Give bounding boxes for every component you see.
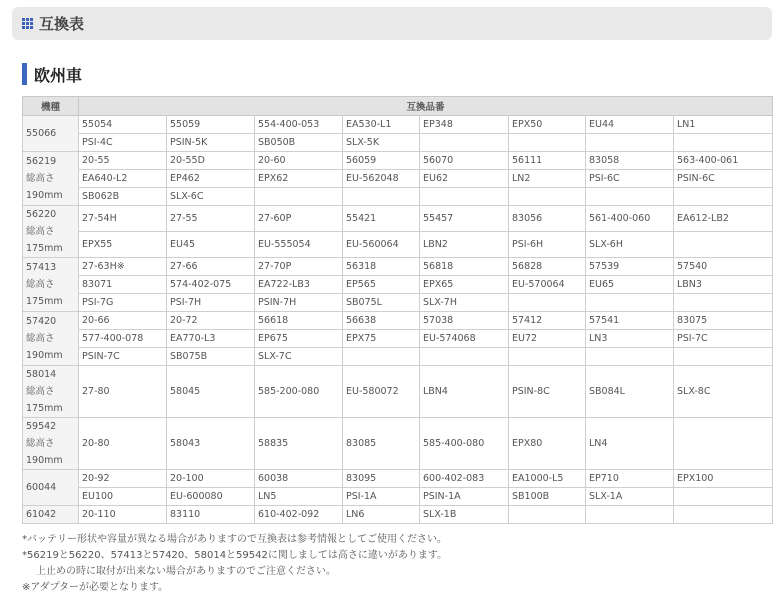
part-number-cell: EA770-L3 [167,330,255,348]
part-number-cell: 56638 [343,312,420,330]
part-number-cell: 574-402-075 [167,276,255,294]
part-number-cell: 56111 [509,152,586,170]
table-row [23,488,773,506]
part-number-cell [509,188,586,206]
table-row [23,232,773,258]
note-line: ※アダプターが必要となります。 [22,582,169,593]
part-number-cell: 83071 [79,276,167,294]
table-row [23,418,773,470]
model-label: 60044 [26,482,57,493]
part-number-cell: EPX65 [420,276,509,294]
part-number-cell: 27-80 [79,366,167,418]
model-label: 56220 [26,209,57,220]
part-number-cell: SLX-7C [255,348,343,366]
part-number-cell: 27-70P [255,258,343,276]
model-label: 190mm [26,455,63,466]
page-title: 互換表 [39,15,85,33]
part-number-cell: 60038 [255,470,343,488]
part-number-cell: EU-600080 [167,488,255,506]
part-number-cell [674,232,773,258]
part-number-cell: 27-63H※ [79,258,167,276]
part-number-cell: LBN2 [420,232,509,258]
part-number-cell: SLX-1A [586,488,674,506]
part-number-cell [586,188,674,206]
model-cell [23,366,79,418]
part-number-cell [674,488,773,506]
part-number-cell: EU100 [79,488,167,506]
notes [22,532,447,596]
part-number-cell: EU62 [420,170,509,188]
part-number-cell: PSIN-8C [509,366,586,418]
part-number-cell: LN3 [586,330,674,348]
model-cell [23,418,79,470]
part-number-cell: SB084L [586,366,674,418]
note-line: 上止めの時に取付が出来ない場合がありますのでご注意ください。 [36,566,336,577]
part-number-cell: SB075L [343,294,420,312]
part-number-cell: EP565 [343,276,420,294]
model-label: 58014 [26,369,57,380]
model-label: 175mm [26,296,63,307]
part-number-cell: EA722-LB3 [255,276,343,294]
table-row [23,152,773,170]
table-row [23,206,773,232]
part-number-cell: PSI-7G [79,294,167,312]
part-number-cell [509,506,586,524]
column-header-products: 互換品番 [79,97,773,116]
part-number-cell: 20-92 [79,470,167,488]
table-row [23,506,773,524]
part-number-cell: EU-555054 [255,232,343,258]
part-number-cell: EU44 [586,116,674,134]
part-number-cell: EPX55 [79,232,167,258]
model-label: 55066 [26,128,57,139]
part-number-cell: SLX-5K [343,134,420,152]
part-number-cell: EP710 [586,470,674,488]
model-cell [23,258,79,312]
table-row [23,470,773,488]
part-number-cell: SLX-6H [586,232,674,258]
part-number-cell [509,134,586,152]
part-number-cell: 55457 [420,206,509,232]
table-row [23,188,773,206]
section-heading [22,62,82,86]
part-number-cell: 55054 [79,116,167,134]
section-title: 欧州車 [34,65,83,85]
part-number-cell: 56818 [420,258,509,276]
model-label: 総高さ [26,333,55,344]
part-number-cell: EU72 [509,330,586,348]
grid-icon [22,18,33,29]
part-number-cell: PSI-7C [674,330,773,348]
part-number-cell [255,188,343,206]
note-line: *バッテリー形状や容量が異なる場合がありますので互換表は参考情報としてご使用ください。 [22,534,447,545]
model-label: 57420 [26,316,57,327]
part-number-cell: PSIN-1A [420,488,509,506]
model-label: 175mm [26,243,63,254]
table-row [23,294,773,312]
table-row [23,330,773,348]
part-number-cell: EPX75 [343,330,420,348]
part-number-cell [674,188,773,206]
part-number-cell: EU65 [586,276,674,294]
part-number-cell: SB050B [255,134,343,152]
part-number-cell [420,188,509,206]
part-number-cell: 554-400-053 [255,116,343,134]
model-label: 57413 [26,262,57,273]
part-number-cell [586,294,674,312]
part-number-cell: 83095 [343,470,420,488]
part-number-cell: EU-574068 [420,330,509,348]
part-number-cell: 20-60 [255,152,343,170]
table-row [23,134,773,152]
part-number-cell: 20-66 [79,312,167,330]
model-cell [23,312,79,366]
part-number-cell: 20-110 [79,506,167,524]
model-label: 190mm [26,190,63,201]
part-number-cell: 55059 [167,116,255,134]
part-number-cell: 58835 [255,418,343,470]
part-number-cell: PSI-4C [79,134,167,152]
part-number-cell: EPX50 [509,116,586,134]
part-number-cell: PSIN-7H [255,294,343,312]
model-label: 総高さ [26,438,55,449]
part-number-cell: EP675 [255,330,343,348]
column-header-model: 機種 [23,97,79,116]
model-cell [23,470,79,506]
part-number-cell: SLX-7H [420,294,509,312]
part-number-cell: 83110 [167,506,255,524]
part-number-cell: SB062B [79,188,167,206]
part-number-cell: LN5 [255,488,343,506]
part-number-cell: 56059 [343,152,420,170]
part-number-cell: SB075B [167,348,255,366]
table-row [23,348,773,366]
part-number-cell: PSIN-5K [167,134,255,152]
part-number-cell: 27-55 [167,206,255,232]
section-marker [22,63,27,85]
part-number-cell: EU45 [167,232,255,258]
part-number-cell: EU-580072 [343,366,420,418]
part-number-cell: 585-400-080 [420,418,509,470]
part-number-cell: 610-402-092 [255,506,343,524]
part-number-cell [586,506,674,524]
model-label: 56219 [26,156,57,167]
table-row [23,258,773,276]
part-number-cell: EU-570064 [509,276,586,294]
part-number-cell [343,188,420,206]
part-number-cell: PSIN-6C [674,170,773,188]
part-number-cell: PSI-6H [509,232,586,258]
part-number-cell: EU-562048 [343,170,420,188]
model-label: 61042 [26,509,57,520]
part-number-cell: LBN4 [420,366,509,418]
part-number-cell: PSI-1A [343,488,420,506]
table-row [23,170,773,188]
table-row [23,312,773,330]
part-number-cell: LN2 [509,170,586,188]
part-number-cell: 55421 [343,206,420,232]
model-label: 総高さ [26,279,55,290]
part-number-cell [420,348,509,366]
part-number-cell: EU-560064 [343,232,420,258]
table-row [23,276,773,294]
table-body [23,116,773,524]
part-number-cell: PSI-7H [167,294,255,312]
part-number-cell [509,294,586,312]
model-cell [23,152,79,206]
part-number-cell: 56318 [343,258,420,276]
model-label: 175mm [26,403,63,414]
part-number-cell: EA1000-L5 [509,470,586,488]
part-number-cell: LN4 [586,418,674,470]
part-number-cell: 56070 [420,152,509,170]
part-number-cell: 27-54H [79,206,167,232]
part-number-cell: 83075 [674,312,773,330]
part-number-cell: 563-400-061 [674,152,773,170]
model-label: 190mm [26,350,63,361]
part-number-cell [509,348,586,366]
model-label: 59542 [26,421,57,432]
part-number-cell: 585-200-080 [255,366,343,418]
part-number-cell: EP462 [167,170,255,188]
part-number-cell: EP348 [420,116,509,134]
part-number-cell: 57540 [674,258,773,276]
part-number-cell [674,348,773,366]
part-number-cell [674,294,773,312]
part-number-cell: 27-66 [167,258,255,276]
note-line: *56219と56220、57413と57420、58014と59542に関しましては高さに違いがあります。 [22,550,448,561]
part-number-cell: EPX62 [255,170,343,188]
part-number-cell: SLX-1B [420,506,509,524]
part-number-cell [674,134,773,152]
part-number-cell: SLX-8C [674,366,773,418]
part-number-cell: 56828 [509,258,586,276]
part-number-cell: 83056 [509,206,586,232]
page-header [12,7,772,40]
table-row [23,366,773,418]
model-label: 総高さ [26,386,55,397]
part-number-cell [343,348,420,366]
model-label: 総高さ [26,226,55,237]
model-cell [23,506,79,524]
model-cell [23,206,79,258]
part-number-cell: 20-55D [167,152,255,170]
part-number-cell: LBN3 [674,276,773,294]
part-number-cell [586,134,674,152]
part-number-cell: 20-55 [79,152,167,170]
part-number-cell: 57541 [586,312,674,330]
part-number-cell: 57412 [509,312,586,330]
part-number-cell: EA612-LB2 [674,206,773,232]
part-number-cell: 83058 [586,152,674,170]
part-number-cell: 57539 [586,258,674,276]
part-number-cell: PSIN-7C [79,348,167,366]
part-number-cell: 577-400-078 [79,330,167,348]
compatibility-table [22,96,773,524]
part-number-cell [586,348,674,366]
part-number-cell [420,134,509,152]
part-number-cell: LN1 [674,116,773,134]
part-number-cell: 57038 [420,312,509,330]
part-number-cell: 20-80 [79,418,167,470]
table-row [23,116,773,134]
part-number-cell: EPX100 [674,470,773,488]
part-number-cell [674,418,773,470]
part-number-cell: 27-60P [255,206,343,232]
part-number-cell: SLX-6C [167,188,255,206]
part-number-cell: EPX80 [509,418,586,470]
part-number-cell: 56618 [255,312,343,330]
part-number-cell: LN6 [343,506,420,524]
part-number-cell: EA530-L1 [343,116,420,134]
part-number-cell: SB100B [509,488,586,506]
part-number-cell: 58045 [167,366,255,418]
part-number-cell: 58043 [167,418,255,470]
part-number-cell: 83085 [343,418,420,470]
part-number-cell: PSI-6C [586,170,674,188]
part-number-cell: EA640-L2 [79,170,167,188]
model-cell [23,116,79,152]
part-number-cell: 600-402-083 [420,470,509,488]
part-number-cell: 20-100 [167,470,255,488]
model-label: 総高さ [26,173,55,184]
part-number-cell [674,506,773,524]
part-number-cell: 561-400-060 [586,206,674,232]
part-number-cell: 20-72 [167,312,255,330]
